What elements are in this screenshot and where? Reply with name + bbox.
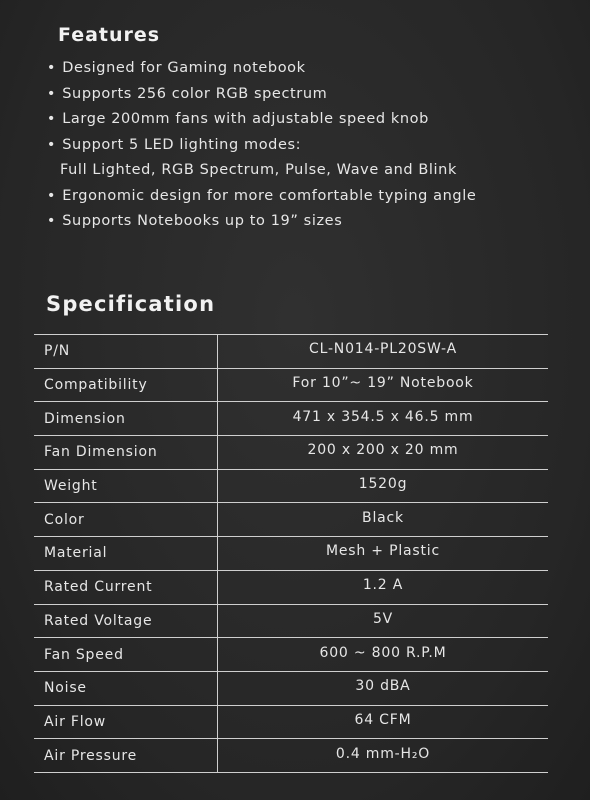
spec-value: 0.4 mm-H₂O bbox=[335, 745, 431, 762]
feature-item bbox=[46, 56, 476, 82]
bullet-icon: • bbox=[46, 213, 57, 229]
table-row bbox=[34, 638, 548, 672]
specification-heading: Specification bbox=[46, 292, 216, 316]
feature-text: Support 5 LED lighting modes: bbox=[62, 136, 302, 153]
spec-label: P/N bbox=[44, 343, 71, 360]
feature-item bbox=[46, 209, 476, 235]
spec-value: 1520g bbox=[358, 476, 408, 493]
specification-table bbox=[34, 334, 548, 773]
spec-value: Mesh + Plastic bbox=[326, 543, 440, 560]
spec-label: Air Flow bbox=[44, 713, 107, 730]
feature-text: Ergonomic design for more comfortable typing angle bbox=[62, 187, 477, 204]
spec-label: Fan Dimension bbox=[44, 444, 158, 461]
spec-label: Material bbox=[44, 545, 108, 562]
spec-label: Color bbox=[44, 511, 85, 528]
spec-value: For 10”~ 19” Notebook bbox=[292, 375, 474, 392]
spec-label: Compatibility bbox=[44, 377, 148, 394]
table-row bbox=[34, 706, 548, 740]
feature-text: Supports Notebooks up to 19” sizes bbox=[62, 213, 343, 229]
table-row bbox=[34, 672, 548, 706]
spec-value: 200 x 200 x 20 mm bbox=[307, 442, 459, 459]
feature-item bbox=[46, 133, 476, 159]
spec-value: 1.2 A bbox=[362, 577, 404, 594]
spec-value: 471 x 354.5 x 46.5 mm bbox=[292, 408, 474, 425]
spec-label: Dimension bbox=[44, 410, 126, 427]
spec-value: CL-N014-PL20SW-A bbox=[309, 341, 457, 358]
spec-label: Rated Voltage bbox=[44, 612, 153, 629]
spec-value: 64 CFM bbox=[354, 711, 412, 728]
feature-text: Full Lighted, RGB Spectrum, Pulse, Wave and Blink bbox=[60, 162, 457, 178]
table-row bbox=[34, 470, 548, 504]
table-row bbox=[34, 436, 548, 470]
spec-label: Weight bbox=[44, 478, 98, 495]
bullet-icon: • bbox=[46, 187, 57, 204]
features-list bbox=[46, 56, 476, 235]
spec-value: 5V bbox=[372, 610, 394, 627]
table-row bbox=[34, 369, 548, 403]
feature-text: Large 200mm fans with adjustable speed knob bbox=[62, 111, 429, 127]
spec-label: Rated Current bbox=[44, 579, 153, 596]
bullet-icon: • bbox=[46, 111, 57, 127]
spec-value: Black bbox=[362, 509, 404, 526]
bullet-icon: • bbox=[46, 85, 57, 102]
feature-item bbox=[46, 107, 476, 133]
bullet-icon: • bbox=[46, 136, 57, 153]
bullet-icon: • bbox=[46, 60, 57, 76]
table-row bbox=[34, 739, 548, 773]
table-row bbox=[34, 537, 548, 571]
table-row bbox=[34, 571, 548, 605]
feature-item bbox=[46, 82, 476, 108]
table-row bbox=[34, 605, 548, 639]
spec-label: Air Pressure bbox=[44, 747, 138, 764]
feature-item-continuation bbox=[46, 158, 476, 184]
spec-value: 600 ~ 800 R.P.M bbox=[319, 644, 447, 661]
feature-item bbox=[46, 184, 476, 210]
spec-value: 30 dBA bbox=[355, 678, 411, 695]
spec-label: Noise bbox=[44, 680, 87, 697]
features-heading: Features bbox=[58, 24, 161, 46]
feature-text: Supports 256 color RGB spectrum bbox=[62, 85, 328, 102]
table-row bbox=[34, 503, 548, 537]
table-row bbox=[34, 334, 548, 369]
table-row bbox=[34, 402, 548, 436]
spec-label: Fan Speed bbox=[44, 646, 124, 663]
feature-text: Designed for Gaming notebook bbox=[62, 60, 306, 76]
